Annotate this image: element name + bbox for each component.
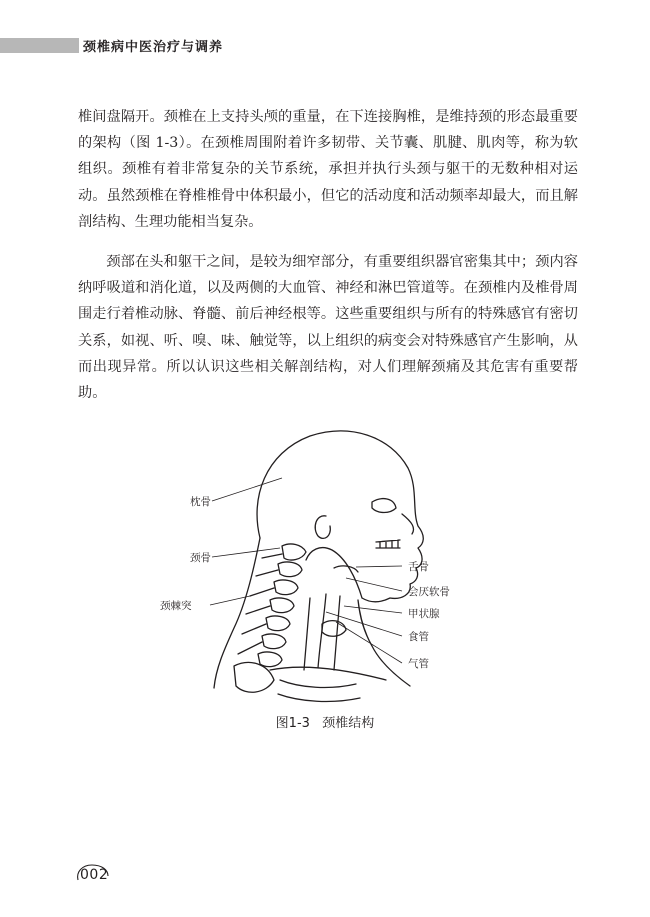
neck-front-outline	[358, 600, 410, 686]
label-hyoid: 舌骨	[408, 561, 429, 573]
label-trachea: 气管	[408, 658, 429, 670]
clavicle	[270, 667, 386, 680]
ear	[315, 516, 330, 539]
head-outline	[257, 431, 423, 602]
label-epiglottis: 会厌软骨	[408, 586, 450, 598]
label-thyroid: 甲状腺	[408, 608, 440, 620]
callout-hyoid	[356, 566, 402, 567]
figure-caption: 图1-3 颈椎结构	[275, 716, 375, 731]
hyoid-bone	[334, 566, 358, 572]
label-spinous-process: 颈棘突	[160, 600, 192, 612]
esophagus-tube	[304, 598, 310, 670]
neck-anatomy-figure	[150, 418, 470, 713]
neck-anatomy-illustration	[150, 418, 470, 713]
jaw-line	[306, 548, 362, 598]
trachea-tube	[318, 594, 340, 670]
callout-occipital	[212, 478, 282, 501]
page-number: 002	[80, 867, 109, 883]
nose-line	[402, 514, 414, 534]
thyroid-gland	[322, 621, 346, 637]
body-paragraph-1: 椎间盘隔开。颈椎在上支持头颅的重量，在下连接胸椎，是维持颈的形态最重要的架构（图 1-3）。在颈椎周围附着许多韧带、关节囊、肌腱、肌肉等，称为软组织。颈椎有着非常复杂的关节系统，承担并执行头颈与躯干的无数种相对运动。虽然颈椎在脊椎椎骨中体积最小，但它的活动度和活动频率却最大，而且解剖结构、生理功能相当复杂。	[78, 109, 578, 230]
callout-cervical	[212, 548, 280, 557]
body-paragraph-2: 颈部在头和躯干之间，是较为细窄部分，有重要组织器官密集其中；颈内容纳呼吸道和消化道，以及两侧的大血管、神经和淋巴管道等。在颈椎内及椎骨周围走行着椎动脉、脊髓、前后神经根等。这些重要组织与所有的特殊感官有密切关系，如视、听、嗅、味、触觉等，以上组织的病变会对特殊感官产生影响，从而出现异常。所以认识这些相关解剖结构，对人们理解颈痛及其危害有重要帮助。	[78, 254, 578, 402]
rib	[280, 680, 356, 687]
callout-trachea	[336, 622, 402, 663]
cervical-vertebrae	[258, 544, 306, 667]
running-header-title: 颈椎病中医治疗与调养	[83, 40, 224, 55]
teeth	[376, 540, 400, 548]
rib	[278, 694, 360, 701]
eye-socket	[372, 499, 396, 513]
neck-back-outline	[214, 538, 260, 688]
label-esophagus: 食管	[408, 631, 429, 643]
callout-epiglottis	[346, 578, 402, 591]
label-cervical: 颈骨	[190, 552, 211, 564]
header-bar	[0, 38, 79, 53]
spinous-processes	[238, 554, 282, 654]
label-occipital: 枕骨	[190, 496, 211, 508]
callout-thyroid	[344, 606, 402, 613]
